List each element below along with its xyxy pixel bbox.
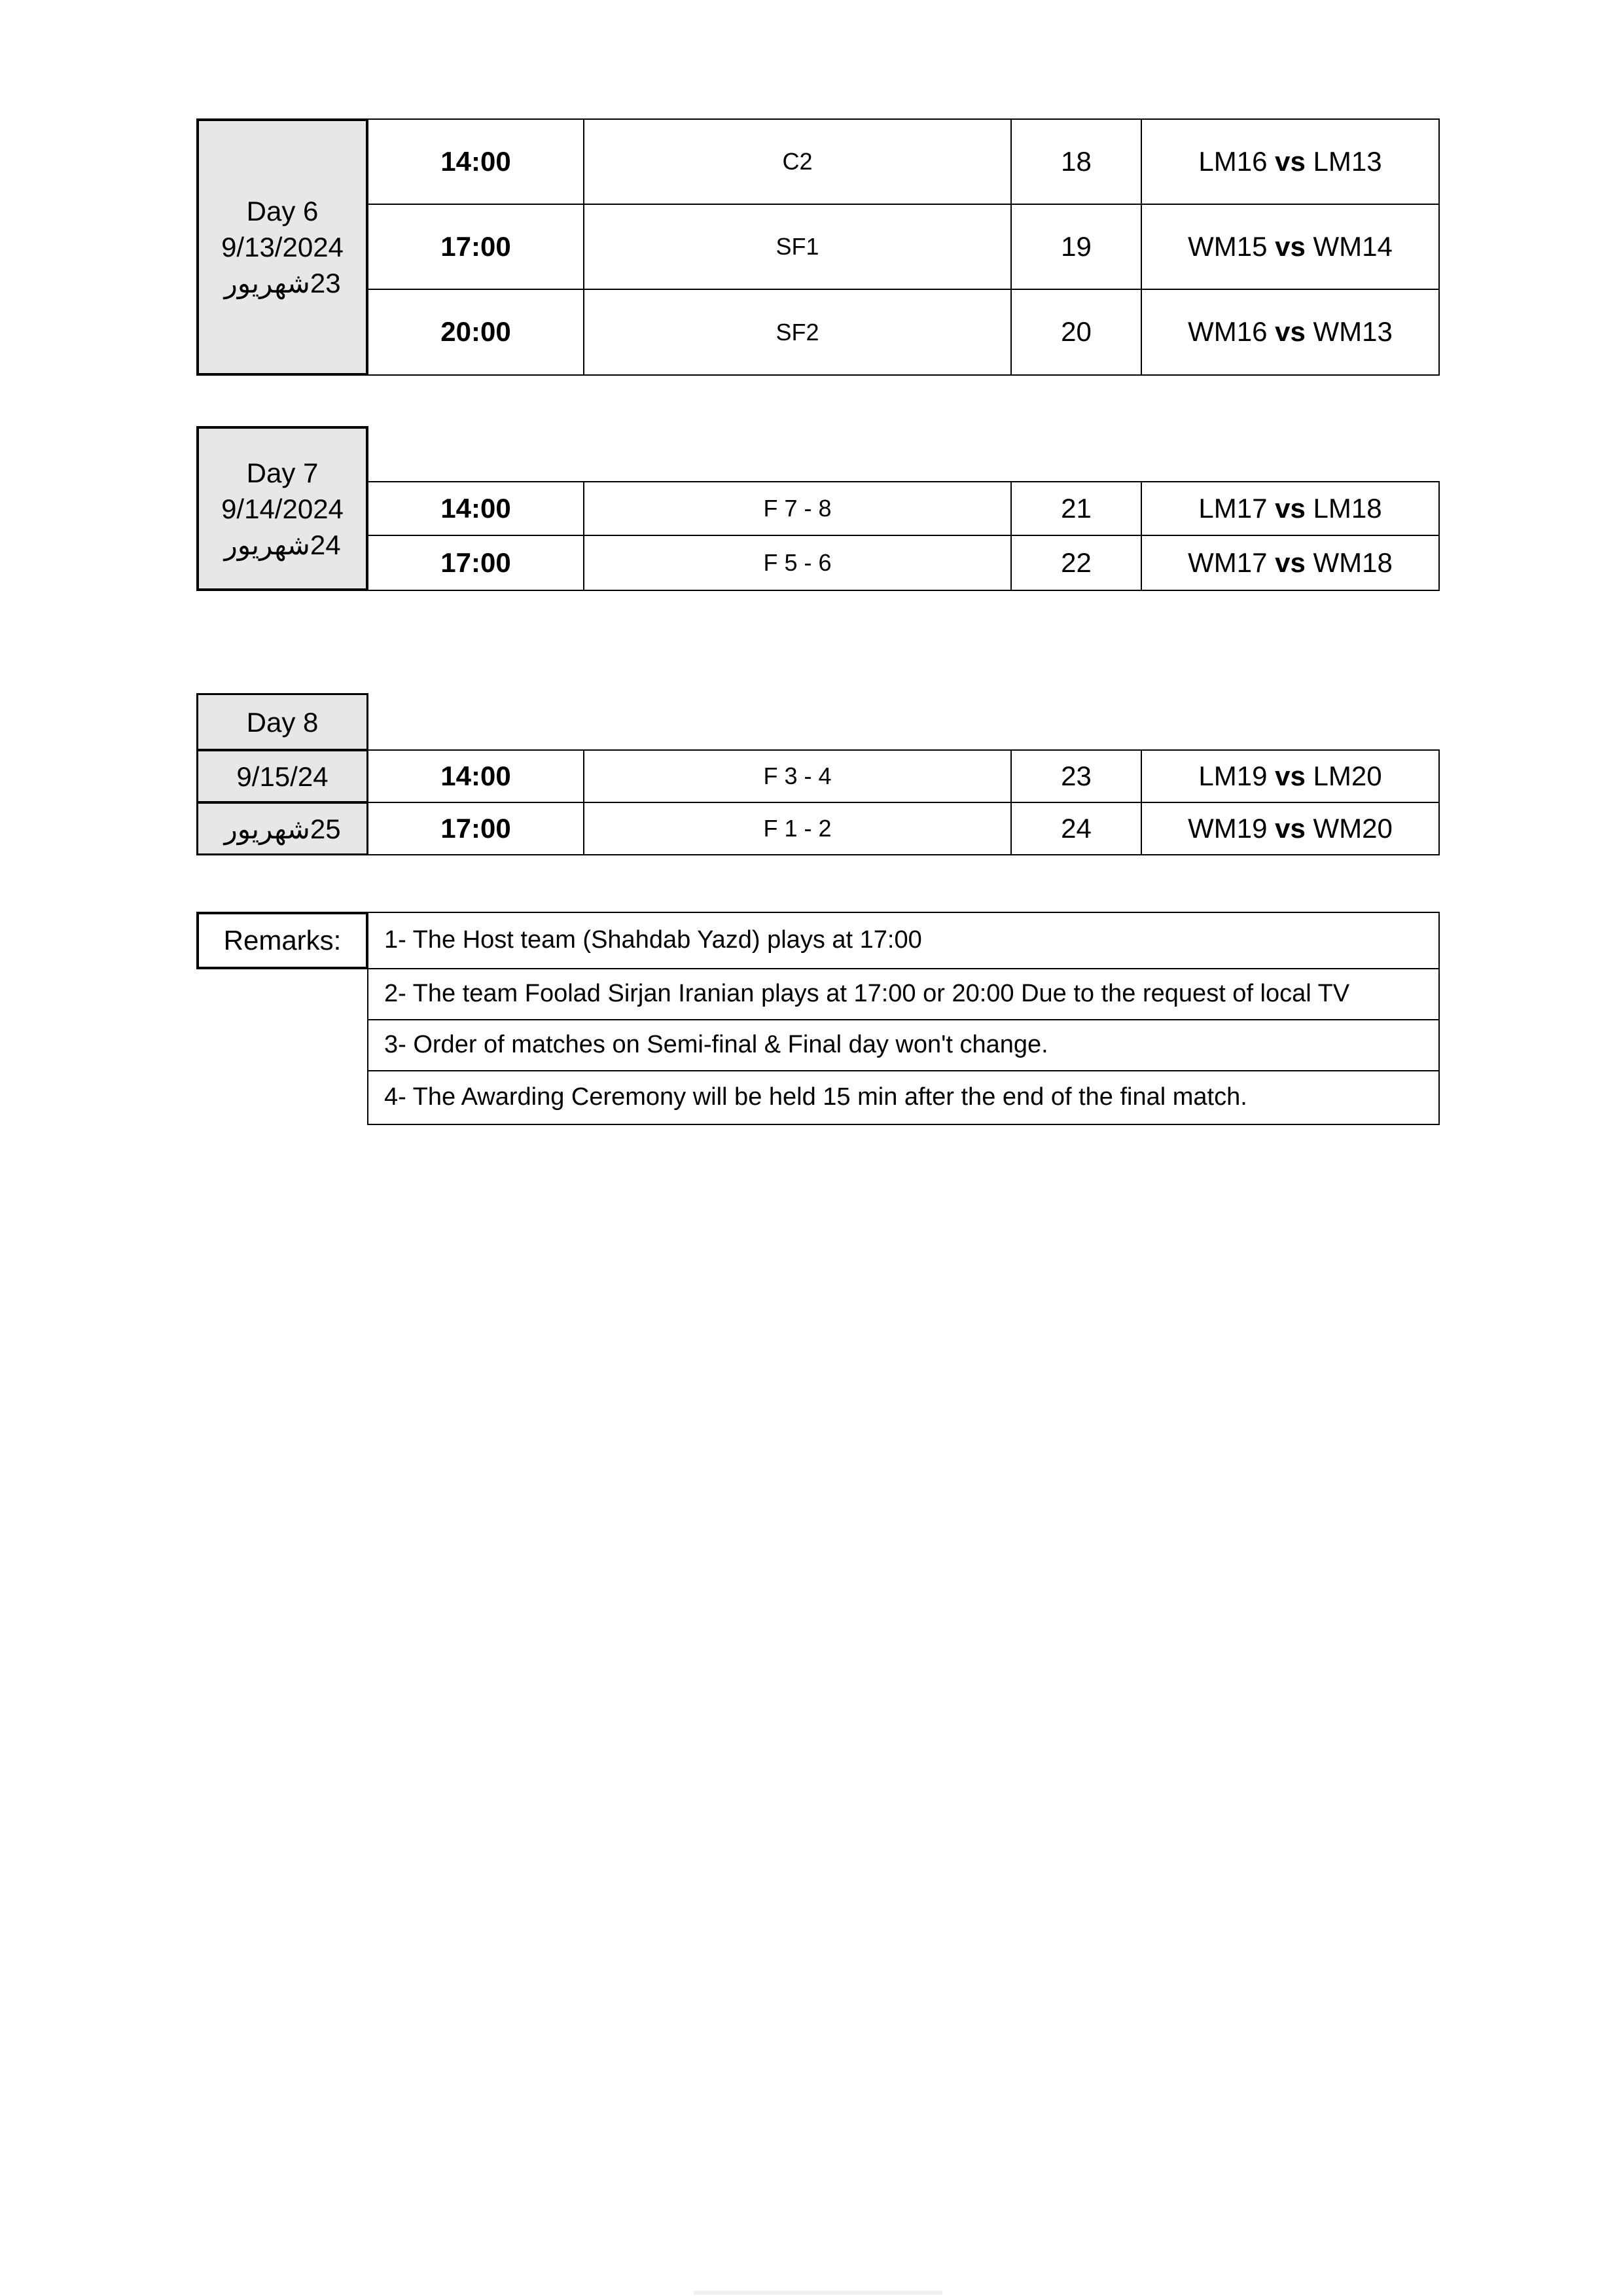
day8-date: 9/15/24 xyxy=(236,761,329,792)
match-phase: F 3 - 4 xyxy=(583,749,1012,803)
day8-date-cell xyxy=(196,749,368,803)
match-teams xyxy=(1141,289,1440,376)
day6-date: 9/13/2024 xyxy=(221,232,344,262)
team-b: WM18 xyxy=(1313,547,1393,578)
day7-label: Day 7 xyxy=(246,457,319,488)
day6-persian-date: 23شهریور xyxy=(224,268,341,298)
match-number: 22 xyxy=(1010,535,1142,591)
team-a: LM16 xyxy=(1198,145,1268,177)
day6-date-cell xyxy=(196,118,368,376)
team-a: WM16 xyxy=(1188,316,1268,348)
vs-label: vs xyxy=(1275,316,1306,348)
team-a: LM19 xyxy=(1198,760,1268,791)
vs-label: vs xyxy=(1275,230,1306,262)
match-number: 21 xyxy=(1010,481,1142,536)
match-time: 17:00 xyxy=(367,204,584,290)
day6-label: Day 6 xyxy=(246,196,319,226)
day7-date: 9/14/2024 xyxy=(221,493,344,524)
match-number: 20 xyxy=(1010,289,1142,376)
remark-item-3: 3- Order of matches on Semi-final & Final day won't change. xyxy=(367,1019,1440,1071)
match-teams xyxy=(1141,118,1440,205)
vs-label: vs xyxy=(1275,492,1306,524)
team-a: WM15 xyxy=(1188,230,1268,262)
match-number: 23 xyxy=(1010,749,1142,803)
team-b: LM20 xyxy=(1313,760,1382,791)
match-teams xyxy=(1141,749,1440,803)
match-number: 18 xyxy=(1010,118,1142,205)
day8-label-cell xyxy=(196,693,368,751)
match-time: 17:00 xyxy=(367,802,584,855)
vs-label: vs xyxy=(1275,145,1306,177)
remark-item-4: 4- The Awarding Ceremony will be held 15 min after the end of the final match. xyxy=(367,1070,1440,1125)
match-time: 14:00 xyxy=(367,118,584,205)
vs-label: vs xyxy=(1275,812,1306,844)
remarks-label: Remarks: xyxy=(196,912,368,969)
team-b: WM20 xyxy=(1313,812,1393,844)
team-a: LM17 xyxy=(1198,492,1268,524)
vs-label: vs xyxy=(1275,547,1306,578)
match-time: 20:00 xyxy=(367,289,584,376)
match-phase: F 5 - 6 xyxy=(583,535,1012,591)
day8-persian-date: 25شهریور xyxy=(224,813,341,844)
match-teams xyxy=(1141,535,1440,591)
team-a: WM19 xyxy=(1188,812,1268,844)
match-time: 14:00 xyxy=(367,481,584,536)
team-b: LM13 xyxy=(1313,145,1382,177)
match-phase: F 1 - 2 xyxy=(583,802,1012,855)
team-b: WM14 xyxy=(1313,230,1393,262)
match-teams xyxy=(1141,481,1440,536)
footer-mark xyxy=(694,2291,942,2295)
vs-label: vs xyxy=(1275,760,1306,791)
match-number: 24 xyxy=(1010,802,1142,855)
match-number: 19 xyxy=(1010,204,1142,290)
match-phase: C2 xyxy=(583,118,1012,205)
match-phase: SF1 xyxy=(583,204,1012,290)
team-b: LM18 xyxy=(1313,492,1382,524)
remark-item-1: 1- The Host team (Shahdab Yazd) plays at 17:00 xyxy=(367,912,1440,969)
day7-persian-date: 24شهریور xyxy=(224,529,341,560)
match-phase: F 7 - 8 xyxy=(583,481,1012,536)
match-time: 17:00 xyxy=(367,535,584,591)
match-teams xyxy=(1141,802,1440,855)
day7-date-cell xyxy=(196,426,368,591)
match-teams xyxy=(1141,204,1440,290)
remark-item-2: 2- The team Foolad Sirjan Iranian plays at 17:00 or 20:00 Due to the request of local TV xyxy=(367,968,1440,1020)
team-a: WM17 xyxy=(1188,547,1268,578)
team-b: WM13 xyxy=(1313,316,1393,348)
match-phase: SF2 xyxy=(583,289,1012,376)
day8-label: Day 8 xyxy=(246,706,319,738)
day8-persian-date-cell xyxy=(196,802,368,855)
match-time: 14:00 xyxy=(367,749,584,803)
